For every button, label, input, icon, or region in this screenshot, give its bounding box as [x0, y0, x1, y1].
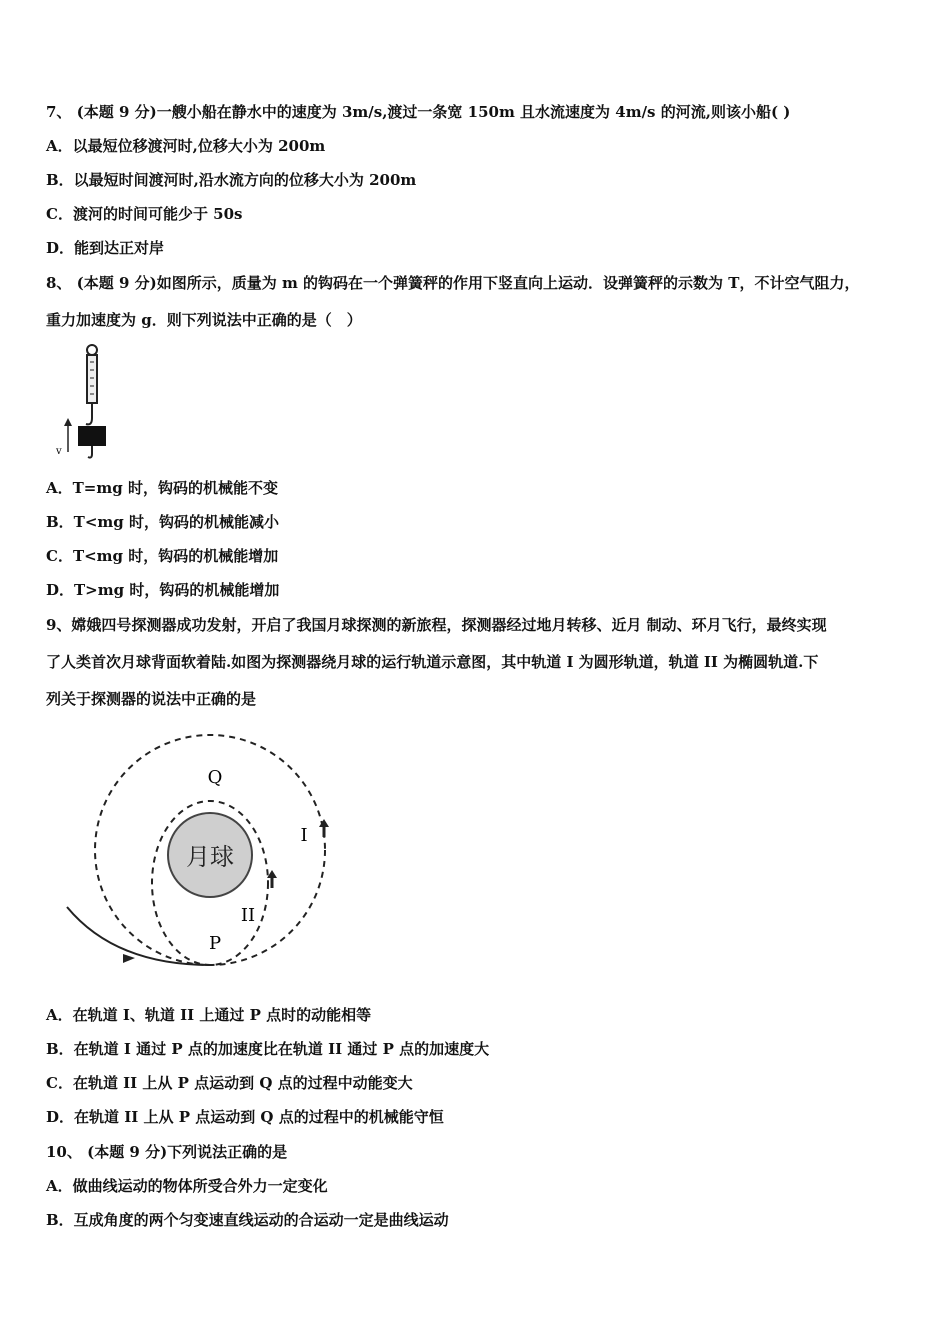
q10-option-b: B．互成角度的两个匀变速直线运动的合运动一定是曲线运动 — [46, 1211, 449, 1229]
q10-stem: 10、 (本题 9 分)下列说法正确的是 — [46, 1143, 288, 1161]
q9-option-a: A．在轨道 I、轨道 II 上通过 P 点时的动能相等 — [46, 1006, 372, 1024]
q9-option-b: B．在轨道 I 通过 P 点的加速度比在轨道 II 通过 P 点的加速度大 — [46, 1040, 490, 1058]
scale-hook — [86, 403, 92, 424]
approach-arrow — [123, 954, 135, 963]
q7-option-b: B．以最短时间渡河时,沿水流方向的位移大小为 200m — [46, 171, 417, 189]
velocity-label: v — [56, 446, 62, 457]
scale-top-ring — [87, 345, 97, 355]
q9-stem-line1: 9、嫦娥四号探测器成功发射，开启了我国月球探测的新旅程，探测器经过地月转移、近月 制动、环月飞行，最终实现 — [46, 616, 827, 634]
q7-option-a: A．以最短位移渡河时,位移大小为 200m — [46, 137, 326, 155]
q9-stem-line3: 列关于探测器的说法中正确的是 — [46, 690, 257, 708]
q7-option-d: D．能到达正对岸 — [46, 239, 165, 257]
spring-scale-figure — [50, 340, 120, 465]
q9-option-d: D．在轨道 II 上从 P 点运动到 Q 点的过程中的机械能守恒 — [46, 1108, 444, 1126]
q9-option-c: C．在轨道 II 上从 P 点运动到 Q 点的过程中动能变大 — [46, 1074, 413, 1092]
orbit-diagram — [55, 725, 345, 980]
q10-option-a: A．做曲线运动的物体所受合外力一定变化 — [46, 1177, 328, 1195]
q8-option-b: B．T<mg 时，钩码的机械能减小 — [46, 513, 279, 531]
approach-trajectory — [67, 907, 210, 965]
q8-option-c: C．T<mg 时，钩码的机械能增加 — [46, 547, 279, 565]
q8-stem-line1: 8、 (本题 9 分)如图所示，质量为 m 的钩码在一个弹簧秤的作用下竖直向上运动．设弹簧秤的示数为 T，不计空气阻力， — [46, 274, 860, 292]
label-p: P — [208, 933, 222, 954]
q9-stem-line2: 了人类首次月球背面软着陆.如图为探测器绕月球的运行轨道示意图，其中轨道 I 为圆形轨道，轨道 II 为椭圆轨道.下 — [46, 653, 819, 671]
label-orbit-ii: II — [240, 905, 256, 926]
label-orbit-i: I — [300, 825, 308, 846]
q8-option-a: A．T=mg 时，钩码的机械能不变 — [46, 479, 278, 497]
q8-option-d: D．T>mg 时，钩码的机械能增加 — [46, 581, 280, 599]
label-q: Q — [207, 767, 223, 788]
moon-label: 月球 — [186, 843, 234, 871]
q8-stem-line2: 重力加速度为 g．则下列说法中正确的是（ ） — [46, 311, 362, 329]
q7-option-c: C．渡河的时间可能少于 50s — [46, 205, 243, 223]
hook-weight — [78, 426, 106, 446]
q7-stem: 7、 (本题 9 分)一艘小船在静水中的速度为 3m/s,渡过一条宽 150m 且水流速度为 4m/s 的河流,则该小船( ) — [46, 103, 791, 121]
